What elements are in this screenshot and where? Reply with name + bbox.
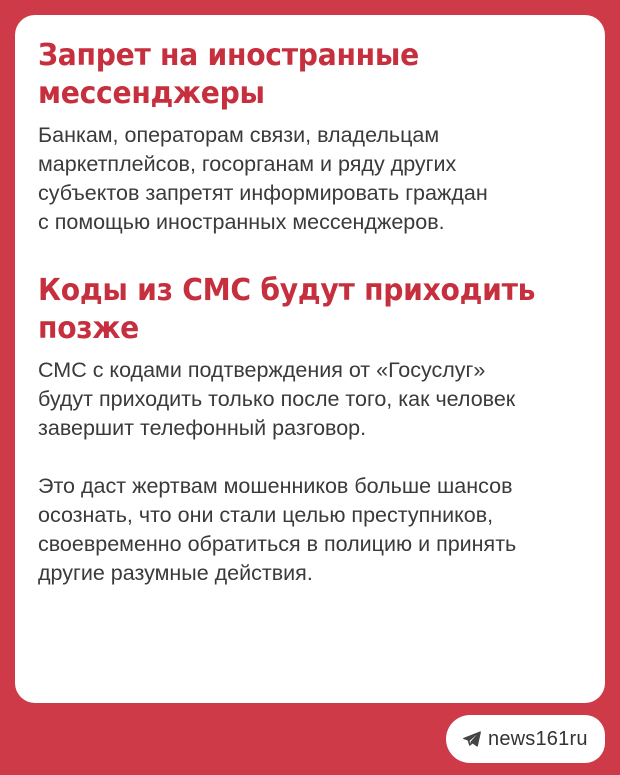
- telegram-channel-badge[interactable]: [446, 715, 605, 763]
- paragraph-line: Банкам, операторам связи, владельцам: [38, 123, 440, 147]
- paragraph-line: своевременно обратиться в полицию и принять: [38, 532, 517, 556]
- paragraph-line: СМС с кодами подтверждения от «Госуслуг»: [38, 358, 486, 382]
- heading-line: Запрет на иностранные: [38, 38, 419, 73]
- paragraph-line: будут приходить только после того, как человек: [38, 387, 516, 411]
- paragraph-line: осознать, что они стали целью преступников,: [38, 503, 494, 527]
- telegram-plane-icon: [463, 731, 481, 747]
- section-heading-messengers-ban: [38, 37, 602, 113]
- section-paragraph: [38, 356, 583, 443]
- paragraph-line: маркетплейсов, госорганам и ряду других: [38, 152, 457, 176]
- paragraph-line: Это даст жертвам мошенников больше шансов: [38, 474, 513, 498]
- paragraph-line: другие разумные действия.: [38, 561, 313, 585]
- paragraph-line: завершит телефонный разговор.: [38, 416, 367, 440]
- section-paragraph: [38, 121, 583, 237]
- heading-line: Коды из СМС будут приходить: [38, 273, 536, 308]
- paragraph-line: субъектов запретят информировать граждан: [38, 181, 488, 205]
- section-paragraph: [38, 472, 583, 588]
- brand-label[interactable]: news161ru: [488, 727, 588, 750]
- heading-line: мессенджеры: [38, 76, 265, 111]
- heading-line: позже: [38, 311, 140, 346]
- paragraph-line: с помощью иностранных мессенджеров.: [38, 210, 445, 234]
- section-heading-sms-codes: [38, 272, 602, 348]
- article-card: [15, 15, 605, 703]
